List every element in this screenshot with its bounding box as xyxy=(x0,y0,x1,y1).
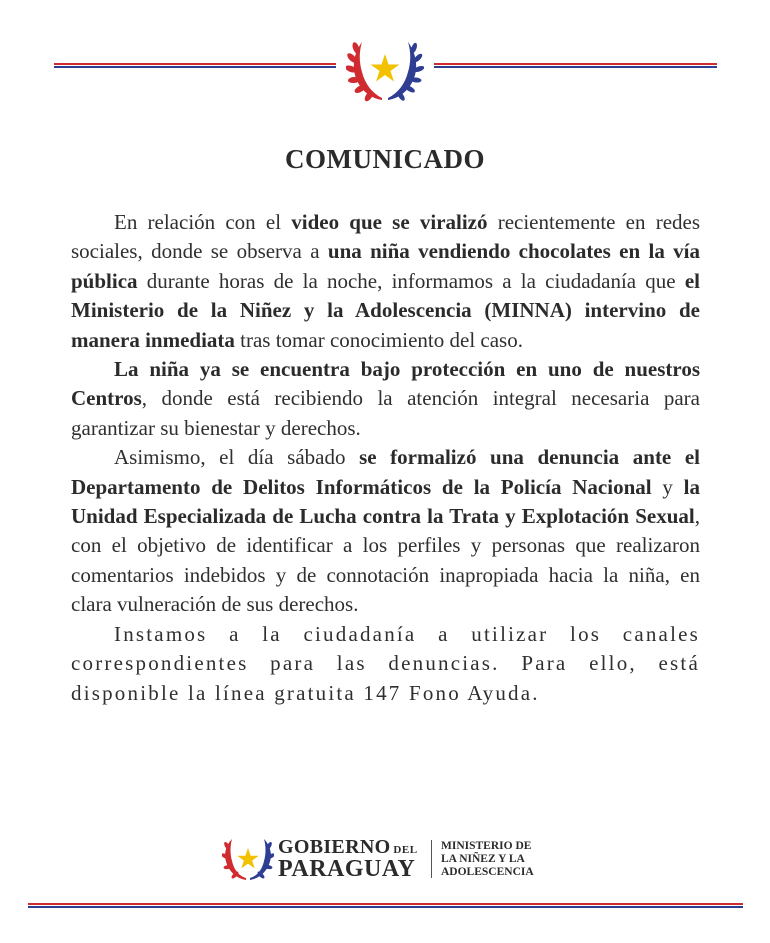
header-rule-right xyxy=(434,63,717,69)
bold-text-run: una niña vendiendo chocolates en la vía pública xyxy=(71,239,700,293)
header-rule-left xyxy=(54,63,336,69)
bold-text-run: la Unidad Especializada de Lucha contra la Trata y Explotación Sexual xyxy=(71,474,701,529)
gobierno-del-word: DEL xyxy=(393,844,418,856)
text-run: En relación con el xyxy=(114,210,292,234)
bold-text-run: el Ministerio de la Niñez y la Adolescencia (MINNA) intervino de manera inmediata xyxy=(71,268,700,352)
paragraph-2 xyxy=(71,355,700,443)
footer-logo xyxy=(222,832,562,882)
ministerio-wordmark xyxy=(441,840,534,879)
text-run: , con el objetivo de identificar a los perfiles y personas que realizaron comentarios indebidos y de connotación inapropiada hacia la niña, en clara vulneración de sus derechos. xyxy=(71,504,700,617)
gobierno-star-icon xyxy=(222,836,274,882)
paragraph-4 xyxy=(71,620,700,708)
text-run: durante horas de la noche, informamos a la ciudadanía que xyxy=(137,268,685,293)
bold-text-run: video que se viralizó xyxy=(291,210,488,234)
text-run: y xyxy=(651,474,684,499)
text-run: Instamos a la ciudadanía a utilizar los canales correspondientes para las denuncias. Para ello, está disponible la línea gratuita 147 Fono Ayuda. xyxy=(71,621,700,705)
gobierno-word: GOBIERNO xyxy=(278,836,391,858)
paragraph-3 xyxy=(71,443,700,619)
ministerio-line-1: MINISTERIO DE xyxy=(441,840,532,852)
page-title: COMUNICADO xyxy=(285,144,485,174)
text-run: recientemente en redes sociales, donde se observa a xyxy=(71,210,701,264)
paraguay-wordmark: PARAGUAY xyxy=(278,856,416,882)
footer-divider xyxy=(431,840,432,878)
text-run: Asimismo, el día sábado xyxy=(114,445,360,470)
ministerio-line-2: LA NIÑEZ Y LA xyxy=(441,853,525,865)
paraguay-seal-icon xyxy=(346,36,424,106)
paragraph-1 xyxy=(71,208,700,355)
ministerio-line-3: ADOLESCENCIA xyxy=(441,866,534,878)
text-run: , donde está recibiendo la atención integral necesaria para garantizar su bienestar y derechos. xyxy=(71,386,700,440)
footer-rule xyxy=(28,903,743,909)
text-run: tras tomar conocimiento del caso. xyxy=(234,327,523,352)
communique-body xyxy=(71,208,700,708)
bold-text-run: se formalizó una denuncia ante el Departamento de Delitos Informáticos de la Policía Nacional xyxy=(71,445,700,499)
bold-text-run: La niña ya se encuentra bajo protección en uno de nuestros Centros xyxy=(71,357,700,411)
